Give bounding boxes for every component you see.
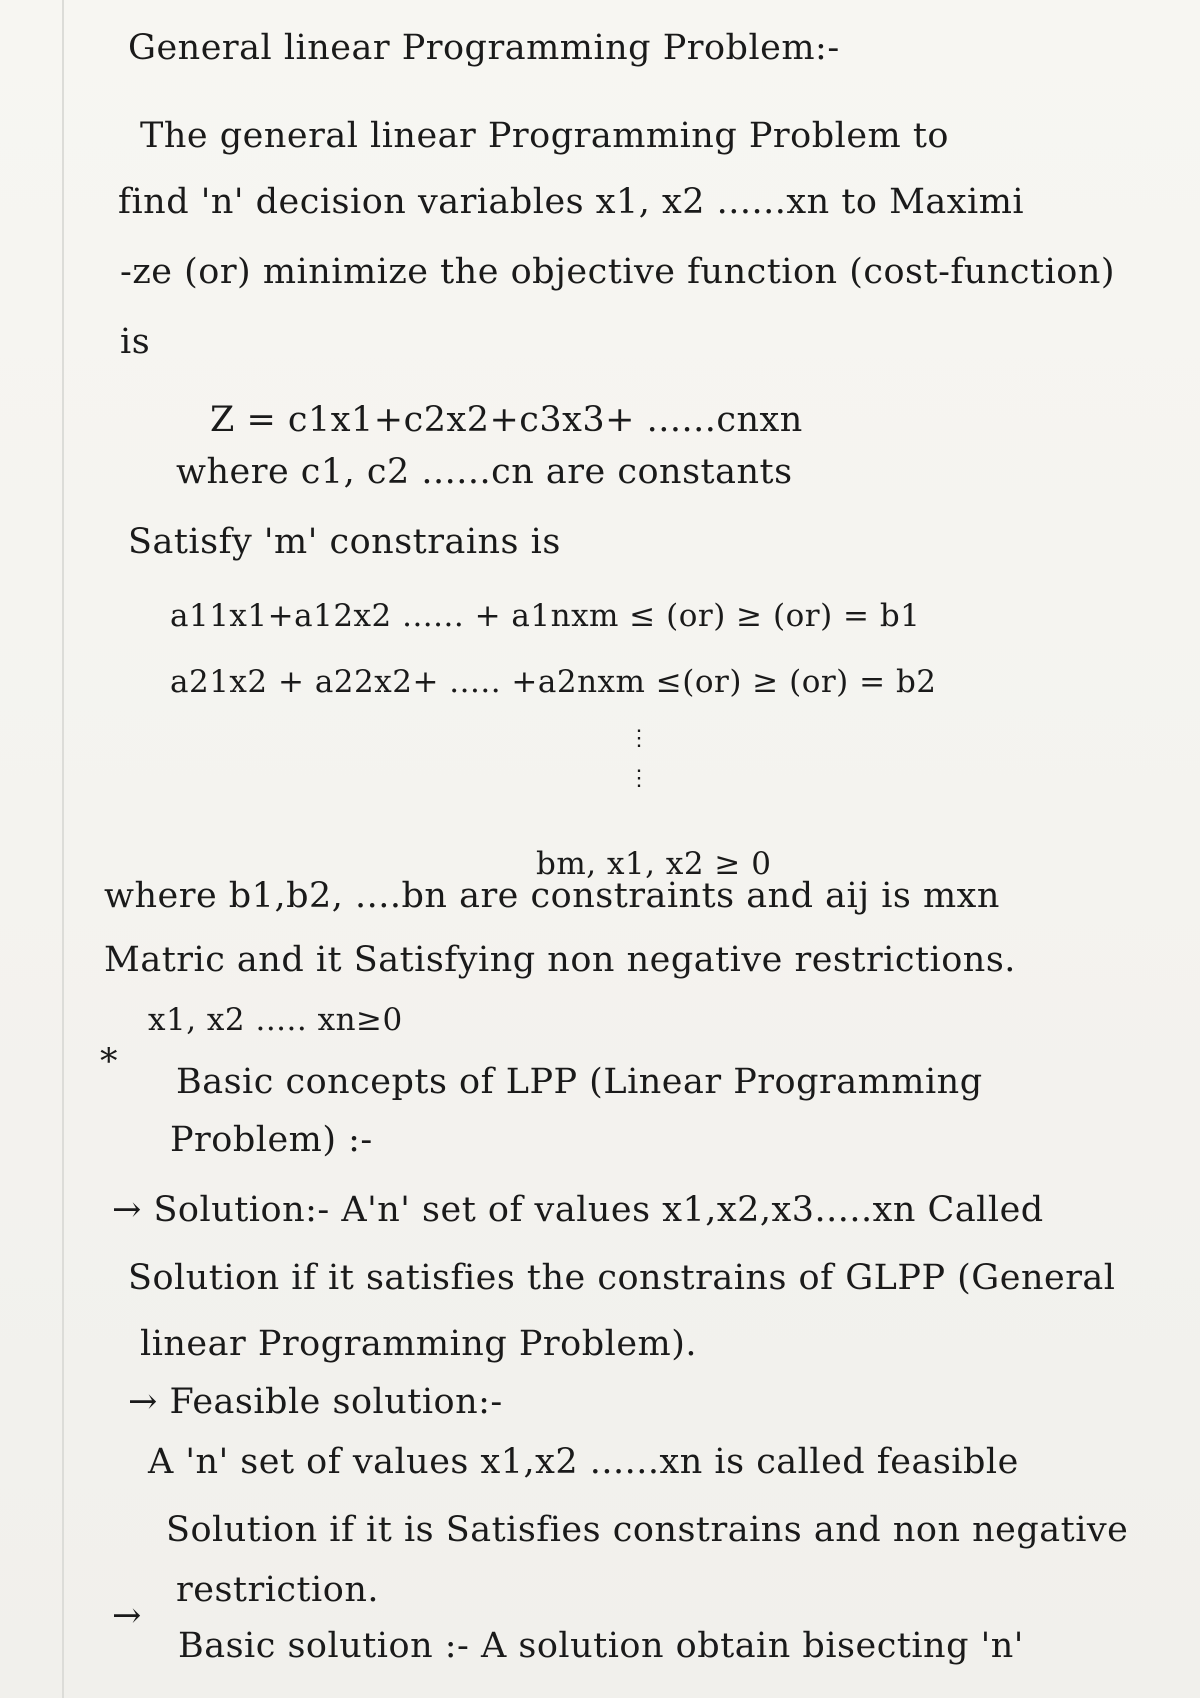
nonnegativity-restriction: x1, x2 ..... xn≥0 — [148, 1002, 403, 1038]
nonnegativity-constraint: bm, x1, x2 ≥ 0 — [536, 846, 772, 882]
definition-solution: → Solution:- A'n' set of values x1,x2,x3.....xn Called — [112, 1190, 1044, 1230]
text-line: is — [120, 322, 151, 362]
text-line: Satisfy 'm' constrains is — [128, 522, 561, 562]
constraint-equation: a11x1+a12x2 ...... + a1nxm ≤ (or) ≥ (or) = b1 — [170, 598, 921, 634]
section-heading-basic-concepts: Basic concepts of LPP (Linear Programming — [176, 1062, 983, 1102]
text-line: Solution if it is Satisfies constrains and non negative — [166, 1510, 1129, 1550]
definition-basic-solution: Basic solution :- A solution obtain bisecting 'n' — [178, 1626, 1024, 1666]
arrow-bullet: → — [112, 1596, 142, 1636]
text-line: where b1,b2, ....bn are constraints and aij is mxn — [104, 876, 1000, 916]
vertical-ellipsis: ⋮ — [628, 766, 650, 791]
text-line: A 'n' set of values x1,x2 ......xn is called feasible — [148, 1442, 1019, 1482]
text-line: The general linear Programming Problem to — [140, 116, 949, 156]
text-line: Solution if it satisfies the constrains of GLPP (General — [128, 1258, 1116, 1298]
text-line: find 'n' decision variables x1, x2 ......xn to Maximi — [118, 182, 1025, 222]
objective-function-equation: Z = c1x1+c2x2+c3x3+ ......cnxn — [210, 400, 803, 440]
text-line: Problem) :- — [170, 1120, 373, 1160]
text-line: linear Programming Problem). — [140, 1324, 697, 1364]
definition-feasible-solution: → Feasible solution:- — [128, 1382, 503, 1422]
text-line: -ze (or) minimize the objective function (cost-function) — [120, 252, 1116, 292]
heading-general-lpp: General linear Programming Problem:- — [128, 28, 840, 68]
page-margin-line — [62, 0, 64, 1698]
asterisk-bullet: * — [100, 1042, 118, 1082]
text-line: where c1, c2 ......cn are constants — [176, 452, 793, 492]
constraint-equation: a21x2 + a22x2+ ..... +a2nxm ≤(or) ≥ (or) = b2 — [170, 664, 937, 700]
vertical-ellipsis: ⋮ — [628, 726, 650, 751]
text-line: restriction. — [176, 1570, 379, 1610]
text-line: Matric and it Satisfying non negative restrictions. — [104, 940, 1016, 980]
